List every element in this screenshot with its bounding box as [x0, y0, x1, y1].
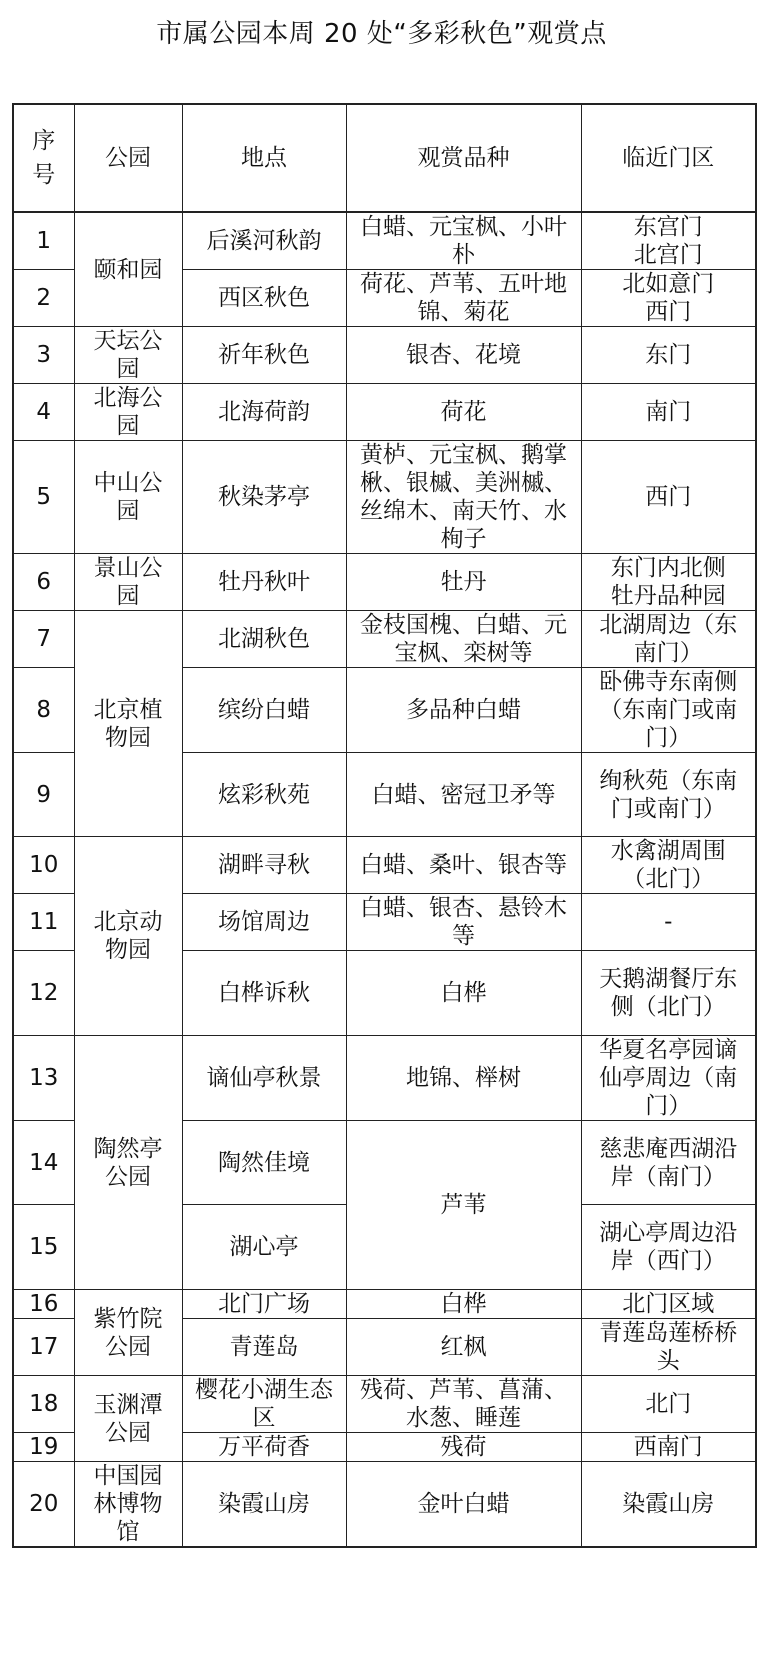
row-number-cell: 15	[13, 1205, 74, 1290]
location-cell: 谪仙亭秋景	[182, 1036, 346, 1121]
location-cell: 后溪河秋韵	[182, 212, 346, 270]
row-number-cell: 19	[13, 1433, 74, 1462]
row-number-cell: 1	[13, 212, 74, 270]
variety-cell: 白桦	[346, 951, 581, 1036]
table-row	[13, 212, 756, 270]
variety-cell: 荷花	[346, 384, 581, 441]
viewing-spots-table	[12, 103, 757, 1548]
gate-cell: 染霞山房	[581, 1462, 756, 1548]
gate-cell: 西南门	[581, 1433, 756, 1462]
park-cell: 中国园林博物馆	[74, 1462, 182, 1548]
row-number-cell: 2	[13, 270, 74, 327]
variety-cell: 金叶白蜡	[346, 1462, 581, 1548]
row-number-cell: 14	[13, 1121, 74, 1205]
row-number-cell: 4	[13, 384, 74, 441]
variety-cell: 白蜡、元宝枫、小叶朴	[346, 212, 581, 270]
row-number-cell: 8	[13, 668, 74, 753]
park-cell: 紫竹院公园	[74, 1290, 182, 1376]
variety-cell: 芦苇	[346, 1121, 581, 1290]
location-cell: 缤纷白蜡	[182, 668, 346, 753]
gate-cell: 青莲岛莲桥桥头	[581, 1319, 756, 1376]
location-cell: 西区秋色	[182, 270, 346, 327]
table-row	[13, 611, 756, 668]
gate-cell: 北如意门 西门	[581, 270, 756, 327]
row-number-cell: 20	[13, 1462, 74, 1548]
location-cell: 湖畔寻秋	[182, 837, 346, 894]
gate-cell: 东门	[581, 327, 756, 384]
header-cell-no: 序号	[13, 104, 74, 212]
header-cell-park: 公园	[74, 104, 182, 212]
location-cell: 青莲岛	[182, 1319, 346, 1376]
variety-cell: 白蜡、银杏、悬铃木等	[346, 894, 581, 951]
table-row	[13, 1462, 756, 1548]
row-number-cell: 18	[13, 1376, 74, 1433]
variety-cell: 牡丹	[346, 554, 581, 611]
gate-cell: 慈悲庵西湖沿岸（南门）	[581, 1121, 756, 1205]
park-cell: 玉渊潭公园	[74, 1376, 182, 1462]
location-cell: 湖心亭	[182, 1205, 346, 1290]
variety-cell: 地锦、榉树	[346, 1036, 581, 1121]
table-row	[13, 1376, 756, 1433]
gate-cell: 南门	[581, 384, 756, 441]
location-cell: 北门广场	[182, 1290, 346, 1319]
table-row	[13, 1290, 756, 1319]
location-cell: 北海荷韵	[182, 384, 346, 441]
table-row	[13, 554, 756, 611]
variety-cell: 银杏、花境	[346, 327, 581, 384]
table-body	[13, 212, 756, 1547]
header-cell-gate: 临近门区	[581, 104, 756, 212]
park-cell: 天坛公园	[74, 327, 182, 384]
page-title: 市属公园本周 20 处“多彩秋色”观赏点	[156, 19, 607, 49]
table-row	[13, 837, 756, 894]
header-cell-variety: 观赏品种	[346, 104, 581, 212]
location-cell: 北湖秋色	[182, 611, 346, 668]
row-number-cell: 3	[13, 327, 74, 384]
location-cell: 万平荷香	[182, 1433, 346, 1462]
location-cell: 白桦诉秋	[182, 951, 346, 1036]
location-cell: 秋染茅亭	[182, 441, 346, 554]
table-row	[13, 1036, 756, 1121]
variety-cell: 黄栌、元宝枫、鹅掌楸、银槭、美洲槭、丝绵木、南天竹、水栒子	[346, 441, 581, 554]
park-cell: 颐和园	[74, 212, 182, 327]
location-cell: 樱花小湖生态区	[182, 1376, 346, 1433]
variety-cell: 金枝国槐、白蜡、元宝枫、栾树等	[346, 611, 581, 668]
gate-cell: -	[581, 894, 756, 951]
gate-cell: 天鹅湖餐厅东侧（北门）	[581, 951, 756, 1036]
variety-cell: 白蜡、桑叶、银杏等	[346, 837, 581, 894]
row-number-cell: 12	[13, 951, 74, 1036]
location-cell: 牡丹秋叶	[182, 554, 346, 611]
table-header-row	[13, 104, 756, 212]
location-cell: 陶然佳境	[182, 1121, 346, 1205]
row-number-cell: 7	[13, 611, 74, 668]
variety-cell: 多品种白蜡	[346, 668, 581, 753]
park-cell: 中山公园	[74, 441, 182, 554]
variety-cell: 残荷、芦苇、菖蒲、水葱、睡莲	[346, 1376, 581, 1433]
park-cell: 北京植物园	[74, 611, 182, 837]
park-cell: 北京动物园	[74, 837, 182, 1036]
gate-cell: 北湖周边（东南门）	[581, 611, 756, 668]
gate-cell: 绚秋苑（东南门或南门）	[581, 753, 756, 837]
park-cell: 景山公园	[74, 554, 182, 611]
table-row	[13, 441, 756, 554]
row-number-cell: 10	[13, 837, 74, 894]
gate-cell: 湖心亭周边沿岸（西门）	[581, 1205, 756, 1290]
gate-cell: 西门	[581, 441, 756, 554]
gate-cell: 北门区域	[581, 1290, 756, 1319]
gate-cell: 卧佛寺东南侧（东南门或南门）	[581, 668, 756, 753]
location-cell: 炫彩秋苑	[182, 753, 346, 837]
row-number-cell: 11	[13, 894, 74, 951]
park-cell: 北海公园	[74, 384, 182, 441]
gate-cell: 东宫门 北宫门	[581, 212, 756, 270]
table-row	[13, 327, 756, 384]
row-number-cell: 6	[13, 554, 74, 611]
variety-cell: 红枫	[346, 1319, 581, 1376]
header-cell-location: 地点	[182, 104, 346, 212]
location-cell: 场馆周边	[182, 894, 346, 951]
location-cell: 染霞山房	[182, 1462, 346, 1548]
row-number-cell: 17	[13, 1319, 74, 1376]
row-number-cell: 16	[13, 1290, 74, 1319]
variety-cell: 白桦	[346, 1290, 581, 1319]
variety-cell: 白蜡、密冠卫矛等	[346, 753, 581, 837]
gate-cell: 东门内北侧 牡丹品种园	[581, 554, 756, 611]
park-cell: 陶然亭公园	[74, 1036, 182, 1290]
table-row	[13, 384, 756, 441]
row-number-cell: 13	[13, 1036, 74, 1121]
location-cell: 祈年秋色	[182, 327, 346, 384]
gate-cell: 水禽湖周围（北门）	[581, 837, 756, 894]
variety-cell: 残荷	[346, 1433, 581, 1462]
row-number-cell: 9	[13, 753, 74, 837]
variety-cell: 荷花、芦苇、五叶地锦、菊花	[346, 270, 581, 327]
row-number-cell: 5	[13, 441, 74, 554]
gate-cell: 华夏名亭园谪仙亭周边（南门）	[581, 1036, 756, 1121]
gate-cell: 北门	[581, 1376, 756, 1433]
